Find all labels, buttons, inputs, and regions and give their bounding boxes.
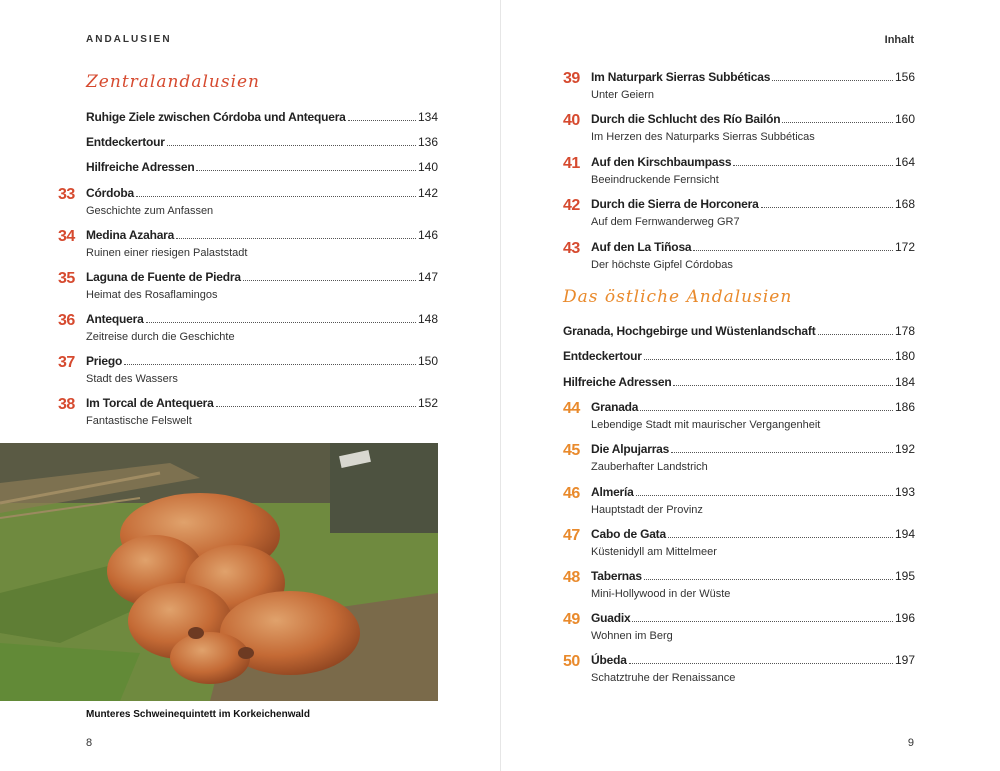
pigs-photo (0, 443, 438, 701)
toc-entry-37 (58, 354, 438, 387)
dot-leader (733, 164, 893, 166)
entry-page-number: 150 (417, 354, 438, 368)
entry-title: Durch die Schlucht des Río Bailón (591, 112, 781, 126)
entry-page-number: 197 (894, 653, 915, 667)
dot-leader (348, 119, 416, 121)
entry-subtitle: Beeindruckende Fernsicht (591, 174, 719, 186)
entry-page-number: 196 (894, 611, 915, 625)
entry-title: Hilfreiche Adressen (563, 375, 672, 389)
toc-entry-40 (563, 112, 915, 145)
entry-page-number: 195 (894, 569, 915, 583)
entry-subtitle: Wohnen im Berg (591, 630, 673, 642)
tour-number: 42 (563, 197, 580, 214)
entry-title: Úbeda (591, 653, 627, 667)
entry-page-number: 156 (894, 70, 915, 84)
entry-page-number: 193 (894, 485, 915, 499)
entry-title: Ruhige Ziele zwischen Córdoba und Antequera (86, 110, 346, 124)
dot-leader (761, 206, 893, 208)
entry-subtitle: Auf dem Fernwanderweg GR7 (591, 216, 740, 228)
entry-page-number: 134 (417, 110, 438, 124)
running-head-left: ANDALUSIEN (86, 34, 172, 45)
entry-page-number: 178 (894, 324, 915, 338)
page-number-left: 8 (86, 737, 93, 749)
tour-number: 43 (563, 240, 580, 257)
tour-number: 44 (563, 400, 580, 417)
entry-title: Im Naturpark Sierras Subbéticas (591, 70, 771, 84)
toc-entry (563, 349, 915, 364)
entry-page-number: 184 (894, 375, 915, 389)
entry-title: Laguna de Fuente de Piedra (86, 270, 241, 284)
entry-title: Priego (86, 354, 123, 368)
entry-title: Durch die Sierra de Horconera (591, 197, 759, 211)
tour-number: 40 (563, 112, 580, 129)
toc-entry-34 (58, 228, 438, 261)
entry-title: Almería (591, 485, 634, 499)
entry-subtitle: Zauberhafter Landstrich (591, 461, 708, 473)
entry-title: Im Torcal de Antequera (86, 396, 214, 410)
toc-entry-42 (563, 197, 915, 230)
entry-title: Antequera (86, 312, 144, 326)
toc-entry-48 (563, 569, 915, 602)
dot-leader (124, 363, 416, 365)
dot-leader (673, 384, 893, 386)
dot-leader (636, 494, 893, 496)
dot-leader (772, 79, 893, 81)
dot-leader (629, 662, 893, 664)
dot-leader (167, 144, 416, 146)
tour-number: 33 (58, 186, 75, 203)
entry-page-number: 142 (417, 186, 438, 200)
entry-page-number: 186 (894, 400, 915, 414)
tour-number: 34 (58, 228, 75, 245)
dot-leader (136, 195, 416, 197)
toc-entry (86, 160, 438, 175)
toc-entry (86, 110, 438, 125)
entry-title: Tabernas (591, 569, 642, 583)
toc-entry-43 (563, 240, 915, 273)
entry-subtitle: Stadt des Wassers (86, 373, 178, 385)
tour-number: 36 (58, 312, 75, 329)
entry-subtitle: Lebendige Stadt mit maurischer Vergangenheit (591, 419, 821, 431)
entry-page-number: 194 (894, 527, 915, 541)
tour-number: 46 (563, 485, 580, 502)
dot-leader (818, 333, 893, 335)
entry-title: Granada, Hochgebirge und Wüstenlandschaft (563, 324, 816, 338)
entry-subtitle: Ruinen einer riesigen Palaststadt (86, 247, 248, 259)
entry-title: Entdeckertour (563, 349, 642, 363)
entry-page-number: 146 (417, 228, 438, 242)
dot-leader (216, 405, 416, 407)
tour-number: 39 (563, 70, 580, 87)
toc-entry-39 (563, 70, 915, 103)
entry-subtitle: Küstenidyll am Mittelmeer (591, 546, 717, 558)
entry-page-number: 136 (417, 135, 438, 149)
entry-title: Medina Azahara (86, 228, 175, 242)
entry-subtitle: Der höchste Gipfel Córdobas (591, 259, 733, 271)
toc-entry-36 (58, 312, 438, 345)
entry-subtitle: Fantastische Felswelt (86, 415, 192, 427)
tour-number: 41 (563, 155, 580, 172)
entry-title: Die Alpujarras (591, 442, 670, 456)
entry-title: Granada (591, 400, 639, 414)
dot-leader (146, 321, 416, 323)
entry-subtitle: Heimat des Rosaflamingos (86, 289, 218, 301)
entry-title: Auf den La Tiñosa (591, 240, 692, 254)
entry-title: Hilfreiche Adressen (86, 160, 195, 174)
toc-entry-50 (563, 653, 915, 686)
toc-entry-38 (58, 396, 438, 429)
entry-page-number: 148 (417, 312, 438, 326)
entry-page-number: 160 (894, 112, 915, 126)
toc-entry-44 (563, 400, 915, 433)
dot-leader (176, 237, 416, 239)
entry-page-number: 180 (894, 349, 915, 363)
toc-entry-33 (58, 186, 438, 219)
tour-number: 49 (563, 611, 580, 628)
tour-number: 48 (563, 569, 580, 586)
entry-title: Auf den Kirschbaumpass (591, 155, 732, 169)
entry-subtitle: Zeitreise durch die Geschichte (86, 331, 235, 343)
tour-number: 37 (58, 354, 75, 371)
toc-entry (86, 135, 438, 150)
dot-leader (640, 409, 893, 411)
toc-entry-45 (563, 442, 915, 475)
entry-page-number: 168 (894, 197, 915, 211)
dot-leader (671, 451, 893, 453)
entry-subtitle: Schatztruhe der Renaissance (591, 672, 736, 684)
entry-subtitle: Unter Geiern (591, 89, 654, 101)
entry-page-number: 152 (417, 396, 438, 410)
entry-title: Entdeckertour (86, 135, 165, 149)
entry-page-number: 172 (894, 240, 915, 254)
tour-number: 35 (58, 270, 75, 287)
toc-entry-35 (58, 270, 438, 303)
entry-page-number: 140 (417, 160, 438, 174)
dot-leader (782, 121, 893, 123)
entry-title: Guadix (591, 611, 631, 625)
section-title-oestlich: Das östliche Andalusien (563, 287, 793, 307)
section-title-zentral: Zentralandalusien (86, 72, 261, 92)
toc-entry-49 (563, 611, 915, 644)
toc-entry-46 (563, 485, 915, 518)
entry-subtitle: Mini-Hollywood in der Wüste (591, 588, 731, 600)
entry-subtitle: Geschichte zum Anfassen (86, 205, 214, 217)
toc-entry-41 (563, 155, 915, 188)
toc-entry (563, 375, 915, 390)
dot-leader (644, 358, 893, 360)
toc-entry-47 (563, 527, 915, 560)
running-head-right: Inhalt (884, 34, 914, 46)
entry-page-number: 164 (894, 155, 915, 169)
page-number-right: 9 (907, 737, 914, 749)
entry-subtitle: Hauptstadt der Provinz (591, 504, 703, 516)
entry-page-number: 192 (894, 442, 915, 456)
toc-entry (563, 324, 915, 339)
photo-caption: Munteres Schweinequintett im Korkeichenwald (86, 709, 310, 720)
dot-leader (668, 536, 893, 538)
dot-leader (196, 169, 416, 171)
tour-number: 45 (563, 442, 580, 459)
dot-leader (644, 578, 893, 580)
entry-subtitle: Im Herzen des Naturparks Sierras Subbéticas (591, 131, 815, 143)
tour-number: 38 (58, 396, 75, 413)
tour-number: 50 (563, 653, 580, 670)
entry-page-number: 147 (417, 270, 438, 284)
entry-title: Cabo de Gata (591, 527, 666, 541)
dot-leader (632, 620, 892, 622)
dot-leader (693, 249, 893, 251)
tour-number: 47 (563, 527, 580, 544)
gutter-divider (500, 0, 501, 771)
dot-leader (243, 279, 416, 281)
entry-title: Córdoba (86, 186, 134, 200)
